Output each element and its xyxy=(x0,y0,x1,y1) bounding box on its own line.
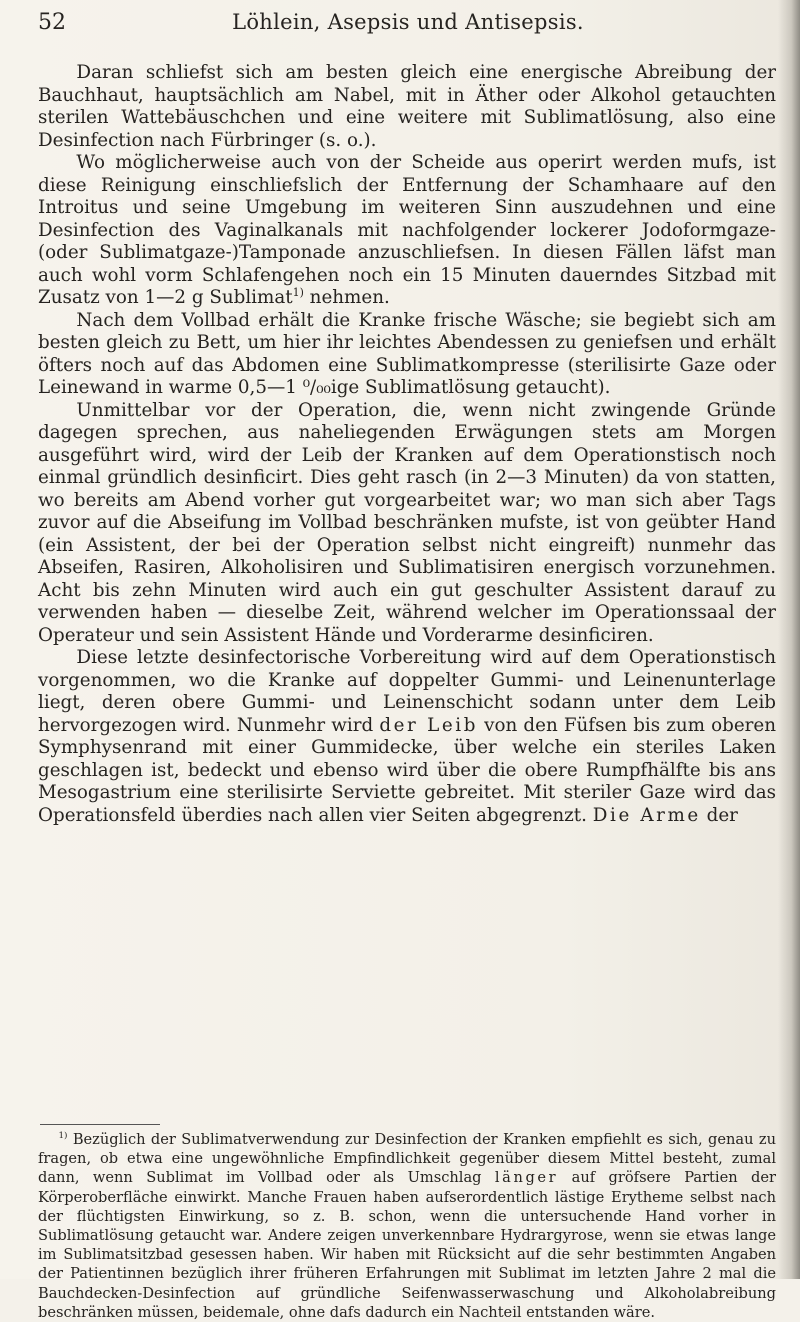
paragraph: Nach dem Vollbad erhält die Kranke frische Wäsche; sie begiebt sich am besten gleich zu Bett, um hier ihr leichtes Abendessen zu geniefsen und erhält öfters noch auf das Abdomen eine Sublimatkompresse (sterilisirte Gaze oder Leinewand in warme 0,5—1 ⁰/₀₀ige Sublimatlösung getaucht). xyxy=(38,309,776,398)
paragraph-text: Wo möglicherweise auch von der Scheide aus operirt werden mufs, ist diese Reinigung einschliefslich der Entfernung der Schamhaare auf den Introitus und seine Umgebung im weiteren Sinn auszudehnen und eine Desinfection des Vaginalkanals mit nachfolgender lockerer Jodoformgaze- (oder Sublimatgaze-)Tamponade anzuschliefsen. In diesen Fällen läfst man auch wohl vorm Schlafengehen noch ein 15 Minuten dauerndes Sitzbad mit Zusatz von 1—2 g Sublimat xyxy=(38,152,776,308)
footnote-text: auf gröfsere Partien der Körperoberfläche einwirkt. Manche Frauen haben aufserordentlich lästige Erytheme selbst nach der flüchtigsten Einwirkung, so z. B. schon, wenn die untersuchende Hand vorher in Sublimatlösung getaucht war. Andere zeigen unverkennbare Hydrargyrose, wenn sie etwas lange im Sublimatsitzbad gesessen haben. Wir haben mit Rücksicht auf die sehr bestimmten Angaben der Patientinnen bezüglich ihrer früheren Erfahrungen mit Sublimat im letzten Jahre 2 mal die Bauchdecken-Desinfection auf gründliche Seifenwasserwaschung und Alkoholabreibung beschränken müssen, beidemale, ohne dafs dadurch ein Nachteil entstanden wäre. xyxy=(38,1169,776,1321)
paragraph xyxy=(38,647,776,827)
paragraph: Daran schliefst sich am besten gleich eine energische Abreibung der Bauchhaut, hauptsächlich am Nabel, mit in Äther oder Alkohol getauchten sterilen Wattebäuschchen und eine weitere mit Sublimatlösung, also eine Desinfection nach Fürbringer (s. o.). xyxy=(38,62,776,151)
paragraph-text: der xyxy=(700,804,738,826)
footnote-reference: 1) xyxy=(292,285,304,299)
footnote-marker: 1) xyxy=(58,1131,68,1142)
page-header xyxy=(38,8,778,48)
footnotes xyxy=(38,1130,776,1322)
emphasized-text: länger xyxy=(494,1169,559,1187)
paragraph-text: Diese letzte desinfectorische Vorbereitung wird auf dem Operationstisch vorgenommen, wo die Kranke auf doppelter Gummi- und Leinenunterlage liegt, deren obere Gummi- und Leinenschicht sodann unter dem Leib hervorgezogen wird. Nunmehr wird xyxy=(38,647,776,736)
footnote-text: Bezüglich der Sublimatverwendung zur Desinfection der Kranken empfiehlt es sich, genau zu fragen, ob etwa eine ungewöhnliche Empfindlichkeit gegenüber diesem Mittel besteht, zumal dann, wenn Sublimat im Vollbad oder als Umschlag xyxy=(38,1131,776,1187)
emphasized-text: der Leib xyxy=(379,714,479,736)
page-number: 52 xyxy=(38,10,66,35)
paragraph-text: von den Füfsen bis zum oberen Symphysenrand mit einer Gummidecke, über welche ein steriles Laken geschlagen ist, bedeckt und ebenso wird über die obere Rumpfhälfte bis ans Mesogastrium eine sterilisirte Serviette gebreitet. Mit steriler Gaze wird das Operationsfeld überdies nach allen vier Seiten abgegrenzt. xyxy=(38,714,776,826)
paragraph xyxy=(38,152,776,310)
footnote-divider xyxy=(40,1124,160,1125)
paragraph: Unmittelbar vor der Operation, die, wenn nicht zwingende Gründe dagegen sprechen, aus naheliegenden Erwägungen stets am Morgen ausgeführt wird, wird der Leib der Kranken auf dem Operationstisch noch einmal gründlich desinficirt. Dies geht rasch (in 2—3 Minuten) da von statten, wo bereits am Abend vorher gut vorgearbeitet war; wo man sich aber Tags zuvor auf die Abseifung im Vollbad beschränken mufste, ist von geübter Hand (ein Assistent, der bei der Operation selbst nicht eingreift) nunmehr das Abseifen, Rasiren, Alkoholisiren und Sublimatisiren energisch vorzunehmen. Acht bis zehn Minuten wird auch ein gut geschulter Assistent darauf zu verwenden haben — dieselbe Zeit, während welcher im Operationssaal der Operateur und sein Assistent Hände und Vorderarme desinficiren. xyxy=(38,399,776,646)
page-gutter-shadow xyxy=(778,0,800,1279)
paragraph-text: nehmen. xyxy=(303,287,390,308)
running-title: Löhlein, Asepsis und Antisepsis. xyxy=(232,10,584,34)
footnote xyxy=(38,1130,776,1322)
main-text xyxy=(38,62,776,827)
emphasized-text: Die Arme xyxy=(592,804,701,826)
